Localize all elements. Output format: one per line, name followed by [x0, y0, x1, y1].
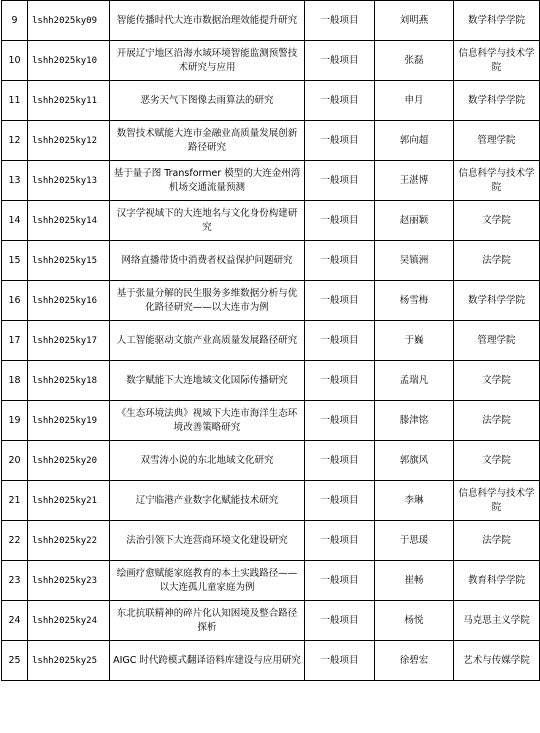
row-number: 24: [2, 601, 28, 641]
project-code: lshh2025ky22: [28, 521, 110, 561]
project-leader: 李琳: [375, 481, 454, 521]
project-leader: 郭向超: [375, 121, 454, 161]
project-leader: 崔畅: [375, 561, 454, 601]
project-title: 恶劣天气下图像去雨算法的研究: [110, 81, 305, 121]
row-number: 18: [2, 361, 28, 401]
row-number: 11: [2, 81, 28, 121]
row-number: 14: [2, 201, 28, 241]
project-table-body: [2, 1, 540, 681]
project-leader: 于思瑗: [375, 521, 454, 561]
project-code: lshh2025ky15: [28, 241, 110, 281]
project-title: 人工智能驱动文旅产业高质量发展路径研究: [110, 321, 305, 361]
project-leader: 滕津铭: [375, 401, 454, 441]
project-title: 汉字学视域下的大连地名与文化身份构建研究: [110, 201, 305, 241]
table-row: [2, 281, 540, 321]
project-type: 一般项目: [305, 361, 375, 401]
project-table: [1, 0, 540, 681]
table-row: [2, 241, 540, 281]
school-name: 数学科学学院: [454, 81, 540, 121]
school-name: 文学院: [454, 201, 540, 241]
project-code: lshh2025ky25: [28, 641, 110, 681]
school-name: 艺术与传媒学院: [454, 641, 540, 681]
project-type: 一般项目: [305, 281, 375, 321]
project-code: lshh2025ky14: [28, 201, 110, 241]
row-number: 13: [2, 161, 28, 201]
table-row: [2, 441, 540, 481]
table-row: [2, 321, 540, 361]
project-title: 数字赋能下大连地域文化国际传播研究: [110, 361, 305, 401]
table-row: [2, 201, 540, 241]
row-number: 21: [2, 481, 28, 521]
project-type: 一般项目: [305, 401, 375, 441]
project-leader: 申月: [375, 81, 454, 121]
project-title: 数智技术赋能大连市金融业高质量发展创新路径研究: [110, 121, 305, 161]
project-title: 网络直播带货中消费者权益保护问题研究: [110, 241, 305, 281]
school-name: 马克思主义学院: [454, 601, 540, 641]
project-leader: 杨雪梅: [375, 281, 454, 321]
project-title: 双雪涛小说的东北地域文化研究: [110, 441, 305, 481]
project-type: 一般项目: [305, 81, 375, 121]
project-code: lshh2025ky20: [28, 441, 110, 481]
project-title: 基于张量分解的民生服务多维数据分析与优化路径研究——以大连市为例: [110, 281, 305, 321]
project-type: 一般项目: [305, 201, 375, 241]
table-row: [2, 161, 540, 201]
school-name: 信息科学与技术学院: [454, 481, 540, 521]
project-title: 法治引领下大连营商环境文化建设研究: [110, 521, 305, 561]
project-code: lshh2025ky09: [28, 1, 110, 41]
row-number: 23: [2, 561, 28, 601]
project-code: lshh2025ky12: [28, 121, 110, 161]
table-row: [2, 521, 540, 561]
project-code: lshh2025ky17: [28, 321, 110, 361]
project-title: AIGC 时代跨模式翻译语料库建设与应用研究: [110, 641, 305, 681]
project-leader: 刘明燕: [375, 1, 454, 41]
school-name: 文学院: [454, 361, 540, 401]
project-leader: 徐碧宏: [375, 641, 454, 681]
project-type: 一般项目: [305, 641, 375, 681]
row-number: 10: [2, 41, 28, 81]
school-name: 管理学院: [454, 321, 540, 361]
project-code: lshh2025ky21: [28, 481, 110, 521]
project-code: lshh2025ky23: [28, 561, 110, 601]
project-code: lshh2025ky18: [28, 361, 110, 401]
project-title: 基于量子图 Transformer 模型的大连金州湾机场交通流量预测: [110, 161, 305, 201]
table-row: [2, 41, 540, 81]
school-name: 信息科学与技术学院: [454, 161, 540, 201]
project-type: 一般项目: [305, 41, 375, 81]
project-type: 一般项目: [305, 321, 375, 361]
table-row: [2, 1, 540, 41]
project-title: 智能传播时代大连市数据治理效能提升研究: [110, 1, 305, 41]
project-code: lshh2025ky16: [28, 281, 110, 321]
project-title: 东北抗联精神的碎片化认知困境及整合路径探析: [110, 601, 305, 641]
project-type: 一般项目: [305, 481, 375, 521]
project-title: 《生态环境法典》视域下大连市海洋生态环境改善策略研究: [110, 401, 305, 441]
school-name: 教育科学学院: [454, 561, 540, 601]
table-row: [2, 641, 540, 681]
project-leader: 王湛博: [375, 161, 454, 201]
project-leader: 赵丽颖: [375, 201, 454, 241]
row-number: 22: [2, 521, 28, 561]
project-code: lshh2025ky13: [28, 161, 110, 201]
row-number: 19: [2, 401, 28, 441]
project-leader: 郭旗风: [375, 441, 454, 481]
project-type: 一般项目: [305, 601, 375, 641]
row-number: 12: [2, 121, 28, 161]
project-type: 一般项目: [305, 161, 375, 201]
table-row: [2, 121, 540, 161]
project-leader: 于巍: [375, 321, 454, 361]
row-number: 16: [2, 281, 28, 321]
project-type: 一般项目: [305, 521, 375, 561]
school-name: 文学院: [454, 441, 540, 481]
school-name: 法学院: [454, 521, 540, 561]
school-name: 法学院: [454, 401, 540, 441]
school-name: 管理学院: [454, 121, 540, 161]
project-code: lshh2025ky24: [28, 601, 110, 641]
project-title: 辽宁临港产业数字化赋能技术研究: [110, 481, 305, 521]
project-code: lshh2025ky19: [28, 401, 110, 441]
row-number: 15: [2, 241, 28, 281]
school-name: 信息科学与技术学院: [454, 41, 540, 81]
project-type: 一般项目: [305, 441, 375, 481]
table-row: [2, 601, 540, 641]
table-row: [2, 481, 540, 521]
project-leader: 吴镇洲: [375, 241, 454, 281]
project-type: 一般项目: [305, 1, 375, 41]
table-row: [2, 561, 540, 601]
school-name: 数学科学学院: [454, 281, 540, 321]
project-leader: 孟瑞凡: [375, 361, 454, 401]
row-number: 25: [2, 641, 28, 681]
project-title: 开展辽宁地区沿海水域环境智能监测预警技术研究与应用: [110, 41, 305, 81]
project-type: 一般项目: [305, 121, 375, 161]
row-number: 20: [2, 441, 28, 481]
project-type: 一般项目: [305, 561, 375, 601]
school-name: 法学院: [454, 241, 540, 281]
table-row: [2, 361, 540, 401]
row-number: 9: [2, 1, 28, 41]
table-row: [2, 81, 540, 121]
project-leader: 杨悦: [375, 601, 454, 641]
project-title: 绘画疗愈赋能家庭教育的本土实践路径——以大连孤儿童家庭为例: [110, 561, 305, 601]
project-code: lshh2025ky11: [28, 81, 110, 121]
project-code: lshh2025ky10: [28, 41, 110, 81]
project-type: 一般项目: [305, 241, 375, 281]
project-leader: 张磊: [375, 41, 454, 81]
table-row: [2, 401, 540, 441]
school-name: 数学科学学院: [454, 1, 540, 41]
row-number: 17: [2, 321, 28, 361]
